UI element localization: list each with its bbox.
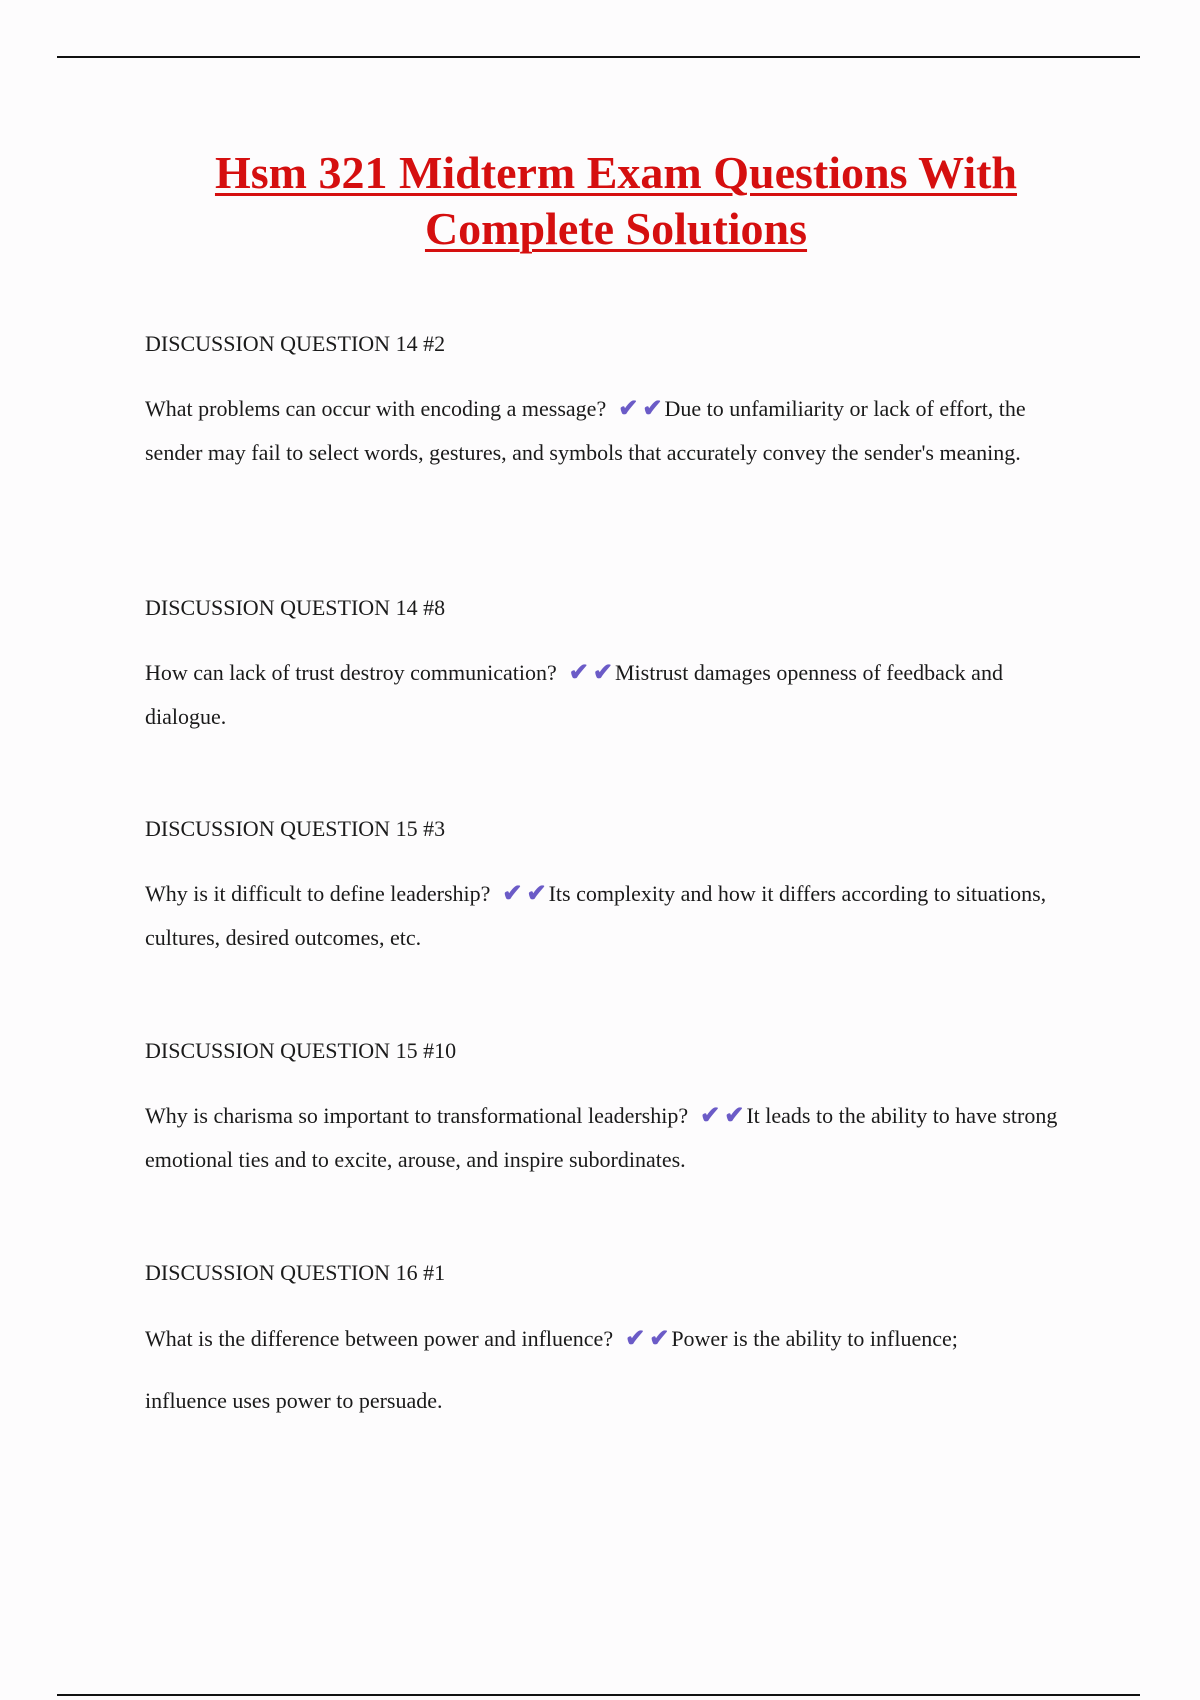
check-icon: ✔ xyxy=(502,881,523,907)
question-answer xyxy=(145,1308,965,1432)
page-title xyxy=(0,145,1200,257)
question-heading: DISCUSSION QUESTION 15 #3 xyxy=(145,816,446,841)
question-answer xyxy=(145,387,1085,475)
question-answer xyxy=(145,1094,1085,1182)
question-block xyxy=(145,595,1075,739)
question-block xyxy=(145,1260,965,1432)
question-block xyxy=(145,331,1085,475)
top-rule xyxy=(57,56,1140,58)
question-text: Why is it difficult to define leadership? xyxy=(145,881,491,906)
question-text: How can lack of trust destroy communication? xyxy=(145,660,557,685)
title-line-2: Complete Solutions xyxy=(424,203,808,254)
answer-text: Power is the ability to influence; influence uses power to persuade. xyxy=(145,1326,958,1413)
question-block xyxy=(145,1038,1085,1182)
answer-text: Mistrust damages openness of feedback and dialogue. xyxy=(145,660,1003,729)
question-text: What is the difference between power and influence? xyxy=(145,1326,614,1351)
check-icon: ✔ xyxy=(625,1326,646,1352)
question-heading: DISCUSSION QUESTION 14 #2 xyxy=(145,331,446,356)
question-answer xyxy=(145,872,1085,960)
check-icon: ✔ xyxy=(724,1103,745,1129)
check-icon: ✔ xyxy=(592,660,613,686)
question-heading: DISCUSSION QUESTION 14 #8 xyxy=(145,595,446,620)
check-icon: ✔ xyxy=(700,1103,721,1129)
check-icon: ✔ xyxy=(568,660,589,686)
question-block xyxy=(145,816,1085,960)
question-text: Why is charisma so important to transformational leadership? xyxy=(145,1103,689,1128)
title-line-1: Hsm 321 Midterm Exam Questions With xyxy=(214,147,1018,198)
answer-text: Its complexity and how it differs according to situations, cultures, desired outcomes, etc. xyxy=(145,881,1047,950)
check-icon: ✔ xyxy=(526,881,547,907)
check-icon: ✔ xyxy=(642,396,663,422)
question-heading: DISCUSSION QUESTION 16 #1 xyxy=(145,1260,446,1285)
question-heading: DISCUSSION QUESTION 15 #10 xyxy=(145,1038,457,1063)
bottom-rule xyxy=(57,1694,1140,1696)
question-text: What problems can occur with encoding a message? xyxy=(145,396,607,421)
question-answer xyxy=(145,651,1075,739)
answer-text: It leads to the ability to have strong emotional ties and to excite, arouse, and inspire subordinates. xyxy=(145,1103,1058,1172)
check-icon: ✔ xyxy=(649,1326,670,1352)
check-icon: ✔ xyxy=(618,396,639,422)
answer-text: Due to unfamiliarity or lack of effort, the sender may fail to select words, gestures, and symbols that accurately convey the sender's meaning. xyxy=(145,396,1026,465)
